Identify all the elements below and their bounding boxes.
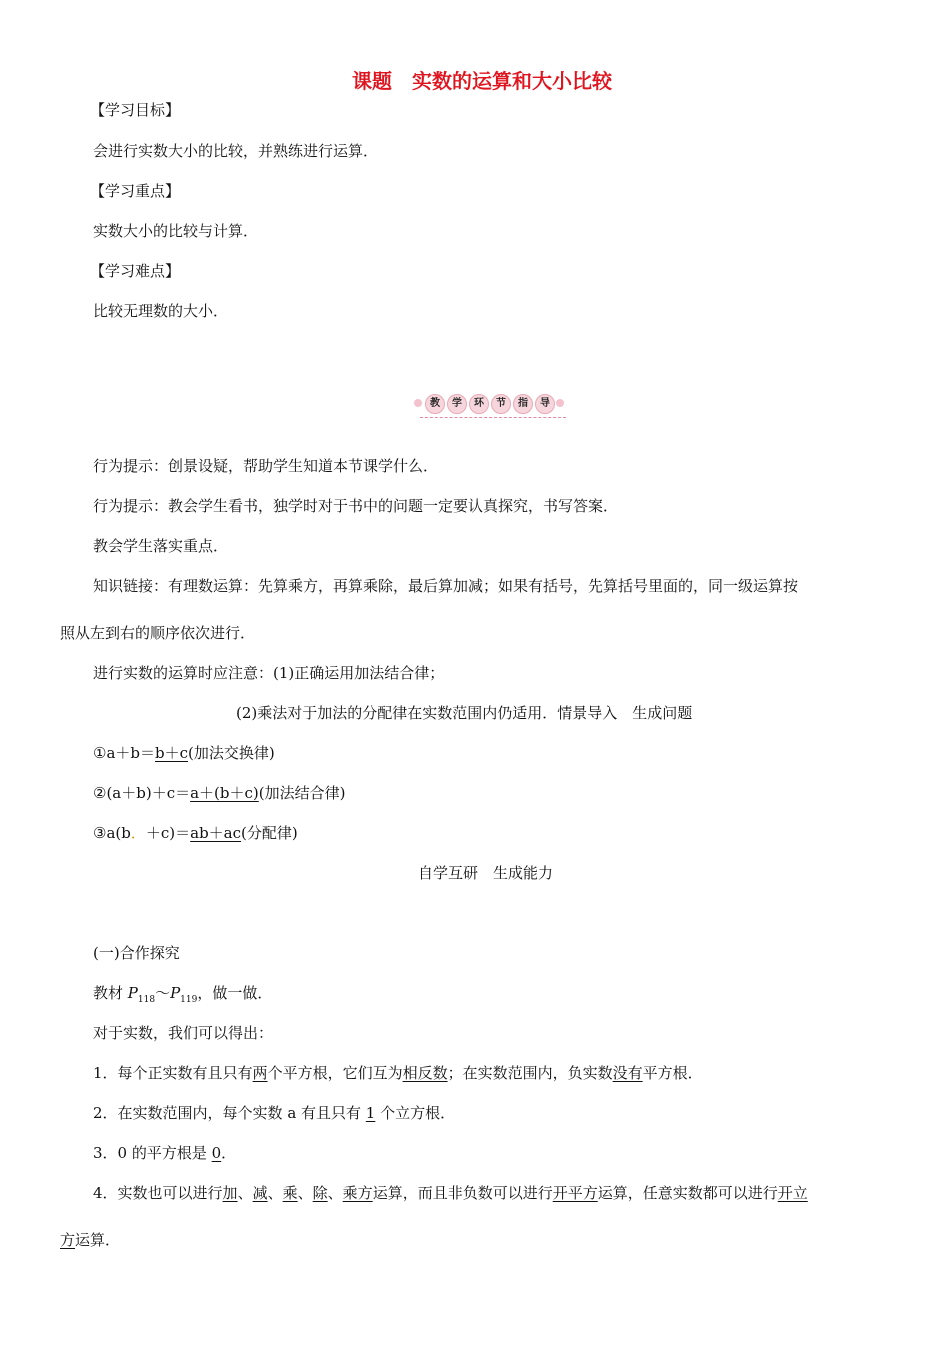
item-4-continued: 方运算． [60,1231,121,1249]
note-line2: (2)乘法对于加法的分配律在实数范围内仍适用．情景导入 生成问题 [236,704,693,722]
behavior-hint-1: 行为提示：创景设疑，帮助学生知道本节课学什么． [93,457,439,475]
knowledge-link-line1: 知识链接：有理数运算：先算乘方，再算乘除，最后算加减；如果有括号，先算括号里面的，同一级运算按 [93,577,799,595]
banner-char: 学 [447,394,467,414]
banner-char: 教 [425,394,445,414]
behavior-hint-2: 行为提示：教会学生看书，独学时对于书中的问题一定要认真探究，书写答案． [93,497,619,515]
banner-char: 节 [491,394,511,414]
law-commutative: ①a＋b＝b＋c(加法交换律) [93,744,275,762]
difficulty-text: 比较无理数的大小． [93,302,229,320]
banner-char: 导 [535,394,555,414]
answer-blank: b＋c [155,744,189,762]
banner-char: 指 [513,394,533,414]
banner-char: 环 [469,394,489,414]
banner-left-dot [414,399,422,407]
page-title: 课题 实数的运算和大小比较 [352,69,612,93]
item-3: 3．0 的平方根是 0． [93,1144,237,1162]
answer-blank: 相反数 [402,1064,448,1082]
answer-blank: 两 [252,1064,268,1082]
item-2: 2．在实数范围内，每个实数 a 有且只有 1 个立方根． [93,1104,456,1122]
difficulty-heading: 【学习难点】 [90,262,181,280]
item-1: 1．每个正实数有且只有两个平方根，它们互为相反数；在实数范围内，负实数没有平方根． [93,1064,703,1082]
law-distributive: ③a(b．＋c)＝ab＋ac(分配律) [93,824,298,842]
note-line1: 进行实数的运算时应注意：(1)正确运用加法结合律； [93,664,445,682]
goal-heading: 【学习目标】 [90,101,181,119]
cooperative-inquiry: (一)合作探究 [93,944,180,962]
item-4: 4．实数也可以进行加、减、乘、除、乘方运算，而且非负数可以进行开平方运算，任意实数都可以进行开立 [93,1184,808,1202]
section-banner [425,394,555,414]
teaching-note: 教会学生落实重点． [93,537,229,555]
answer-blank: 0 [211,1144,222,1162]
key-text: 实数大小的比较与计算． [93,222,259,240]
answer-blank: a＋(b＋c) [190,784,259,802]
answer-blank: 1 [365,1104,376,1122]
conclusion-intro: 对于实数，我们可以得出： [93,1024,274,1042]
textbook-reference: 教材 $P_{118}\sim P_{119}$，做一做． [93,984,273,1005]
key-heading: 【学习重点】 [90,182,181,200]
banner-right-dot [556,399,564,407]
answer-blank: 没有 [612,1064,643,1082]
goal-text: 会进行实数大小的比较，并熟练进行运算． [93,142,379,160]
banner-underline [420,417,566,418]
knowledge-link-line2: 照从左到右的顺序依次进行． [60,624,256,642]
answer-blank: ab＋ac [190,824,242,842]
law-associative: ②(a＋b)＋c＝a＋(b＋c)(加法结合律) [93,784,346,802]
section-heading: 自学互研 生成能力 [418,864,554,882]
